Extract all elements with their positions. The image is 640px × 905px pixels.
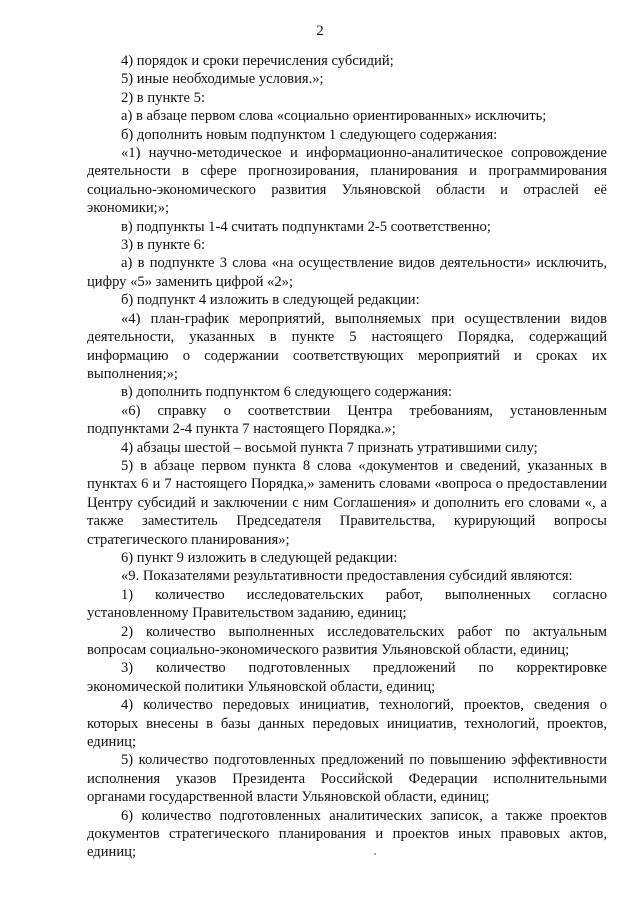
paragraph: 5) иные необходимые условия.»; — [121, 71, 324, 88]
paragraph: б) дополнить новым подпунктом 1 следующего содержания: — [121, 126, 498, 143]
paragraph: 5) количество подготовленных предложений по повышению эффективности исполнения указов Президента Российской Федерации исполнительными органами государственной власти Ульяновской области, единиц; — [87, 752, 607, 806]
paragraph: 1) количество исследовательских работ, выполненных согласно установленному Правительством заданию, единиц; — [87, 586, 607, 622]
paragraph: «4) план-график мероприятий, выполняемых при осуществлении видов деятельности, указанных в пункте 5 настоящего Порядка, содержащий информацию о содержании соответствующих мероприятий и сроках их выполнения;»; — [87, 310, 607, 382]
paragraph: 3) количество подготовленных предложений по корректировке экономической политики Ульяновской области, единиц; — [87, 660, 607, 695]
paragraph: а) в подпункте 3 слова «на осуществление видов деятельности» исключить, цифру «5» заменить цифрой «2»; — [87, 255, 607, 290]
paragraph: 6) пункт 9 изложить в следующей редакции: — [121, 549, 398, 566]
page-number: 2 — [316, 23, 324, 39]
paragraph: 2) в пункте 5: — [121, 89, 206, 106]
paragraph: в) подпункты 1-4 считать подпунктами 2-5 соответственно; — [121, 218, 491, 235]
paragraph: «1) научно-методическое и информационно-аналитическое сопровождение деятельности в сфере прогнозирования, планирования и программирования социально-экономического развития Ульяновской области и отраслей её экономики;»; — [87, 145, 607, 217]
paragraph: 3) в пункте 6: — [121, 237, 206, 254]
paragraph: 4) количество передовых инициатив, технологий, проектов, сведения о которых внесены в базы данных передовых инициатив, технологий, проектов, единиц; — [87, 697, 607, 751]
document-body — [87, 52, 607, 862]
paragraph: 4) абзацы шестой – восьмой пункта 7 признать утратившими силу; — [121, 439, 538, 456]
paragraph: а) в абзаце первом слова «социально ориентированных» исключить; — [121, 108, 547, 125]
paragraph: 5) в абзаце первом пункта 8 слова «документов и сведений, указанных в пунктах 6 и 7 настоящего Порядка,» заменить словами «вопроса о предоставлении Центру субсидий и заключении с ним Соглашения» и дополнить его словами «, а также заместитель Председателя Правительства, курирующий вопросы стратегического планирования»; — [87, 457, 607, 548]
paragraph: б) подпункт 4 изложить в следующей редакции: — [121, 292, 420, 309]
paragraph: 2) количество выполненных исследовательских работ по актуальным вопросам социально-экономического развития Ульяновской области, единиц; — [87, 623, 607, 658]
paragraph: «9. Показателями результативности предоставления субсидий являются: — [121, 568, 573, 585]
paragraph: 6) количество подготовленных аналитических записок, а также проектов документов стратегического планирования и проектов иных правовых актов, единиц; — [87, 807, 607, 861]
scan-speck — [374, 853, 376, 855]
paragraph: «6) справку о соответствии Центра требованиям, установленным подпунктами 2-4 пункта 7 настоящего Порядка.»; — [87, 402, 607, 438]
paragraph: 4) порядок и сроки перечисления субсидий; — [121, 53, 394, 69]
paragraph: в) дополнить подпунктом 6 следующего содержания: — [121, 384, 453, 401]
